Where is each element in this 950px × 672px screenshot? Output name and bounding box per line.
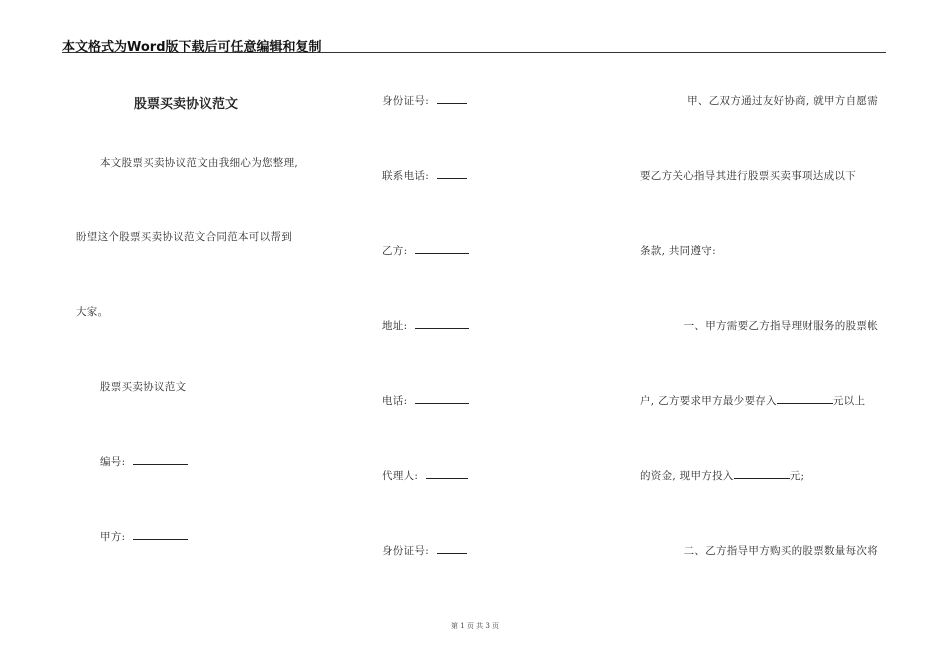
party-a-blank bbox=[133, 530, 188, 540]
id-number-blank bbox=[437, 94, 467, 104]
intro-line-2: 盼望这个股票买卖协议范文合同范本可以帮到 bbox=[76, 231, 292, 243]
deposit-blank bbox=[777, 394, 833, 404]
investment-blank bbox=[734, 469, 790, 479]
party-a-field bbox=[100, 529, 188, 544]
clause-1-line-3-post: 元; bbox=[789, 470, 805, 482]
party-b-label: 乙方: bbox=[382, 245, 408, 257]
tel-blank bbox=[415, 394, 469, 404]
agent-label: 代理人: bbox=[382, 470, 419, 482]
id-number-label: 身份证号: bbox=[382, 95, 430, 107]
address-label: 地址: bbox=[382, 320, 408, 332]
number-label: 编号: bbox=[100, 456, 126, 468]
clause-intro-line-1: 甲、乙双方通过友好协商, 就甲方自愿需 bbox=[687, 95, 878, 107]
clause-1-line-2-post: 元以上 bbox=[832, 395, 866, 407]
id-number-field bbox=[382, 93, 467, 108]
id-number-2-label: 身份证号: bbox=[382, 545, 430, 557]
clause-intro-line-3: 条款, 共同遵守: bbox=[640, 245, 716, 257]
number-field bbox=[100, 454, 188, 469]
intro-line-1: 本文股票买卖协议范文由我细心为您整理, bbox=[100, 157, 299, 169]
page-footer: 第 1 页 共 3 页 bbox=[450, 622, 500, 630]
agent-blank bbox=[426, 469, 468, 479]
number-blank bbox=[133, 455, 188, 465]
party-b-field bbox=[382, 243, 469, 258]
clause-2-line-1: 二、乙方指导甲方购买的股票数量每次将 bbox=[683, 545, 878, 557]
clause-1-line-2 bbox=[640, 393, 865, 408]
clause-1-line-1: 一、甲方需要乙方指导理财服务的股票帐 bbox=[683, 320, 878, 332]
party-b-blank bbox=[415, 244, 469, 254]
contract-subtitle: 股票买卖协议范文 bbox=[100, 381, 187, 393]
id-number-2-field bbox=[382, 543, 467, 558]
clause-1-line-3-pre: 的资金, 现甲方投入 bbox=[640, 470, 734, 482]
document-title: 股票买卖协议范文 bbox=[134, 97, 239, 112]
tel-label: 电话: bbox=[382, 395, 408, 407]
agent-field bbox=[382, 468, 468, 483]
address-field bbox=[382, 318, 469, 333]
clause-1-line-3 bbox=[640, 468, 804, 483]
id-number-2-blank bbox=[437, 544, 467, 554]
address-blank bbox=[415, 319, 469, 329]
intro-line-3: 大家。 bbox=[76, 306, 109, 318]
party-a-label: 甲方: bbox=[100, 531, 126, 543]
clause-1-line-2-pre: 户, 乙方要求甲方最少要存入 bbox=[640, 395, 777, 407]
contact-phone-blank bbox=[437, 169, 467, 179]
contact-phone-field bbox=[382, 168, 467, 183]
clause-intro-line-2: 要乙方关心指导其进行股票买卖事项达成以下 bbox=[640, 170, 856, 182]
header-rule bbox=[62, 52, 886, 53]
contact-phone-label: 联系电话: bbox=[382, 170, 430, 182]
document-header: 本文格式为Word版下载后可任意编辑和复制 bbox=[62, 40, 322, 55]
tel-field bbox=[382, 393, 469, 408]
